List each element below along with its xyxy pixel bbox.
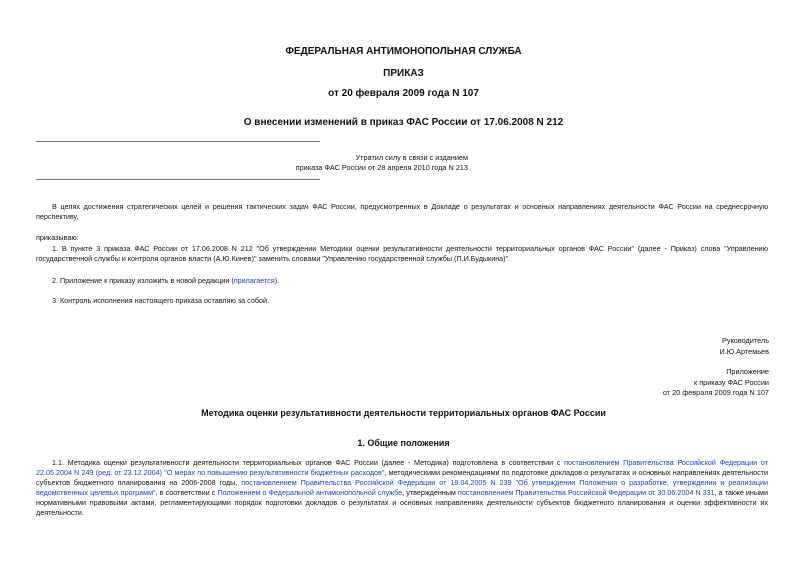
appendix-block: [663, 367, 769, 399]
note-bottom-rule: [36, 179, 320, 180]
item-1: 1. В пункте 3 приказа ФАС России от 17.06.2008 N 212 "Об утверждении Методики оценки результативности деятельности территориальных органов ФАС России" (далее - Приказ) слова "Управлению государственной службы и контроля органов власти (А.Ю.Кинев)" заменить словами "Управлению государственной службы (П.И.Будыкина)".: [36, 244, 768, 263]
status-note-line2: приказа ФАС России от 28 апреля 2010 года N 213: [295, 163, 468, 172]
item-3: 3. Контроль исполнения настоящего приказа оставляю за собой.: [52, 296, 269, 305]
status-note-line1: Утратил силу в связи с изданием: [355, 153, 468, 162]
order-date-number: от 20 февраля 2009 года N 107: [328, 88, 479, 99]
link-decree-331[interactable]: постановлением Правительства Российской Федерации от 30.06.2004 N 331: [457, 488, 715, 497]
appendix-label: Приложение: [726, 367, 769, 376]
attached-link[interactable]: прилагается: [233, 276, 275, 285]
order-title: О внесении изменений в приказ ФАС России от 17.06.2008 N 212: [243, 117, 564, 128]
link-decree-239[interactable]: постановлением Правительства Российской Федерации от 19.04.2005 N 239 "Об утверждении Положения о разработке, утверждении и реализации ведомственных целевых программ": [36, 478, 768, 497]
doc-type: ПРИКАЗ: [383, 68, 424, 79]
status-note: [36, 153, 468, 173]
signature-role: Руководитель: [721, 336, 769, 345]
signature-name: И.Ю.Артемьев: [719, 346, 769, 356]
method-title: Методика оценки результативности деятельности территориальных органов ФАС России: [201, 408, 606, 418]
order-word: приказываю:: [36, 233, 79, 242]
link-fas-regulation[interactable]: Положением о Федеральной антимонопольной службе: [217, 488, 403, 497]
appendix-date: от 20 февраля 2009 года N 107: [662, 388, 769, 397]
section-1-heading: 1. Общие положения: [357, 438, 450, 448]
link-decree-249[interactable]: постановлением Правительства Российской Федерации от 22.05.2004 N 249 (ред. от 23.12.2004) "О мерах по повышению результативности бюджетных расходов": [36, 458, 769, 477]
paragraph-1-1: 1.1. Методика оценки результативности деятельности территориальных органов ФАС России (далее - Методика) подготовлена в соответствии с постановлением Правительства Российской Федерации от 22.05.2004 N 249 (ред. от 23.12.2004) "О мерах по повышению результативности бюджетных расходов", методическими рекомендациями по подготовке докладов о результатах и основных направлениях деятельности субъектов бюджетного планирования на 2006-2008 годы, постановлением Правительства Российской Федерации от 19.04.2005 N 239 "Об утверждении Положения о разработке, утверждении и реализации ведомственных целевых программ", в соответствии с Положением о Федеральной антимонопольной службе, утвержденным постановлением Правительства Российской Федерации от 30.06.2004 N 331, а также иными нормативными правовыми актами, регламентирующими порядок подготовки докладов о результатах и основных направлениях деятельности субъектов бюджетного планирования и оценки эффективности их деятельности.: [36, 458, 769, 517]
signature-block: [719, 336, 769, 357]
agency-name: ФЕДЕРАЛЬНАЯ АНТИМОНОПОЛЬНАЯ СЛУЖБА: [285, 46, 522, 57]
note-top-rule: [36, 141, 320, 142]
item-2: 2. Приложение к приказу изложить в новой редакции (прилагается).: [52, 276, 280, 285]
intro-paragraph: В целях достижения стратегических целей и решения тактических задач ФАС России, предусмотренных в Докладе о результатах и основных направлениях деятельности ФАС России на среднесрочную перспективу,: [36, 202, 768, 221]
appendix-to: к приказу ФАС России: [693, 377, 769, 387]
